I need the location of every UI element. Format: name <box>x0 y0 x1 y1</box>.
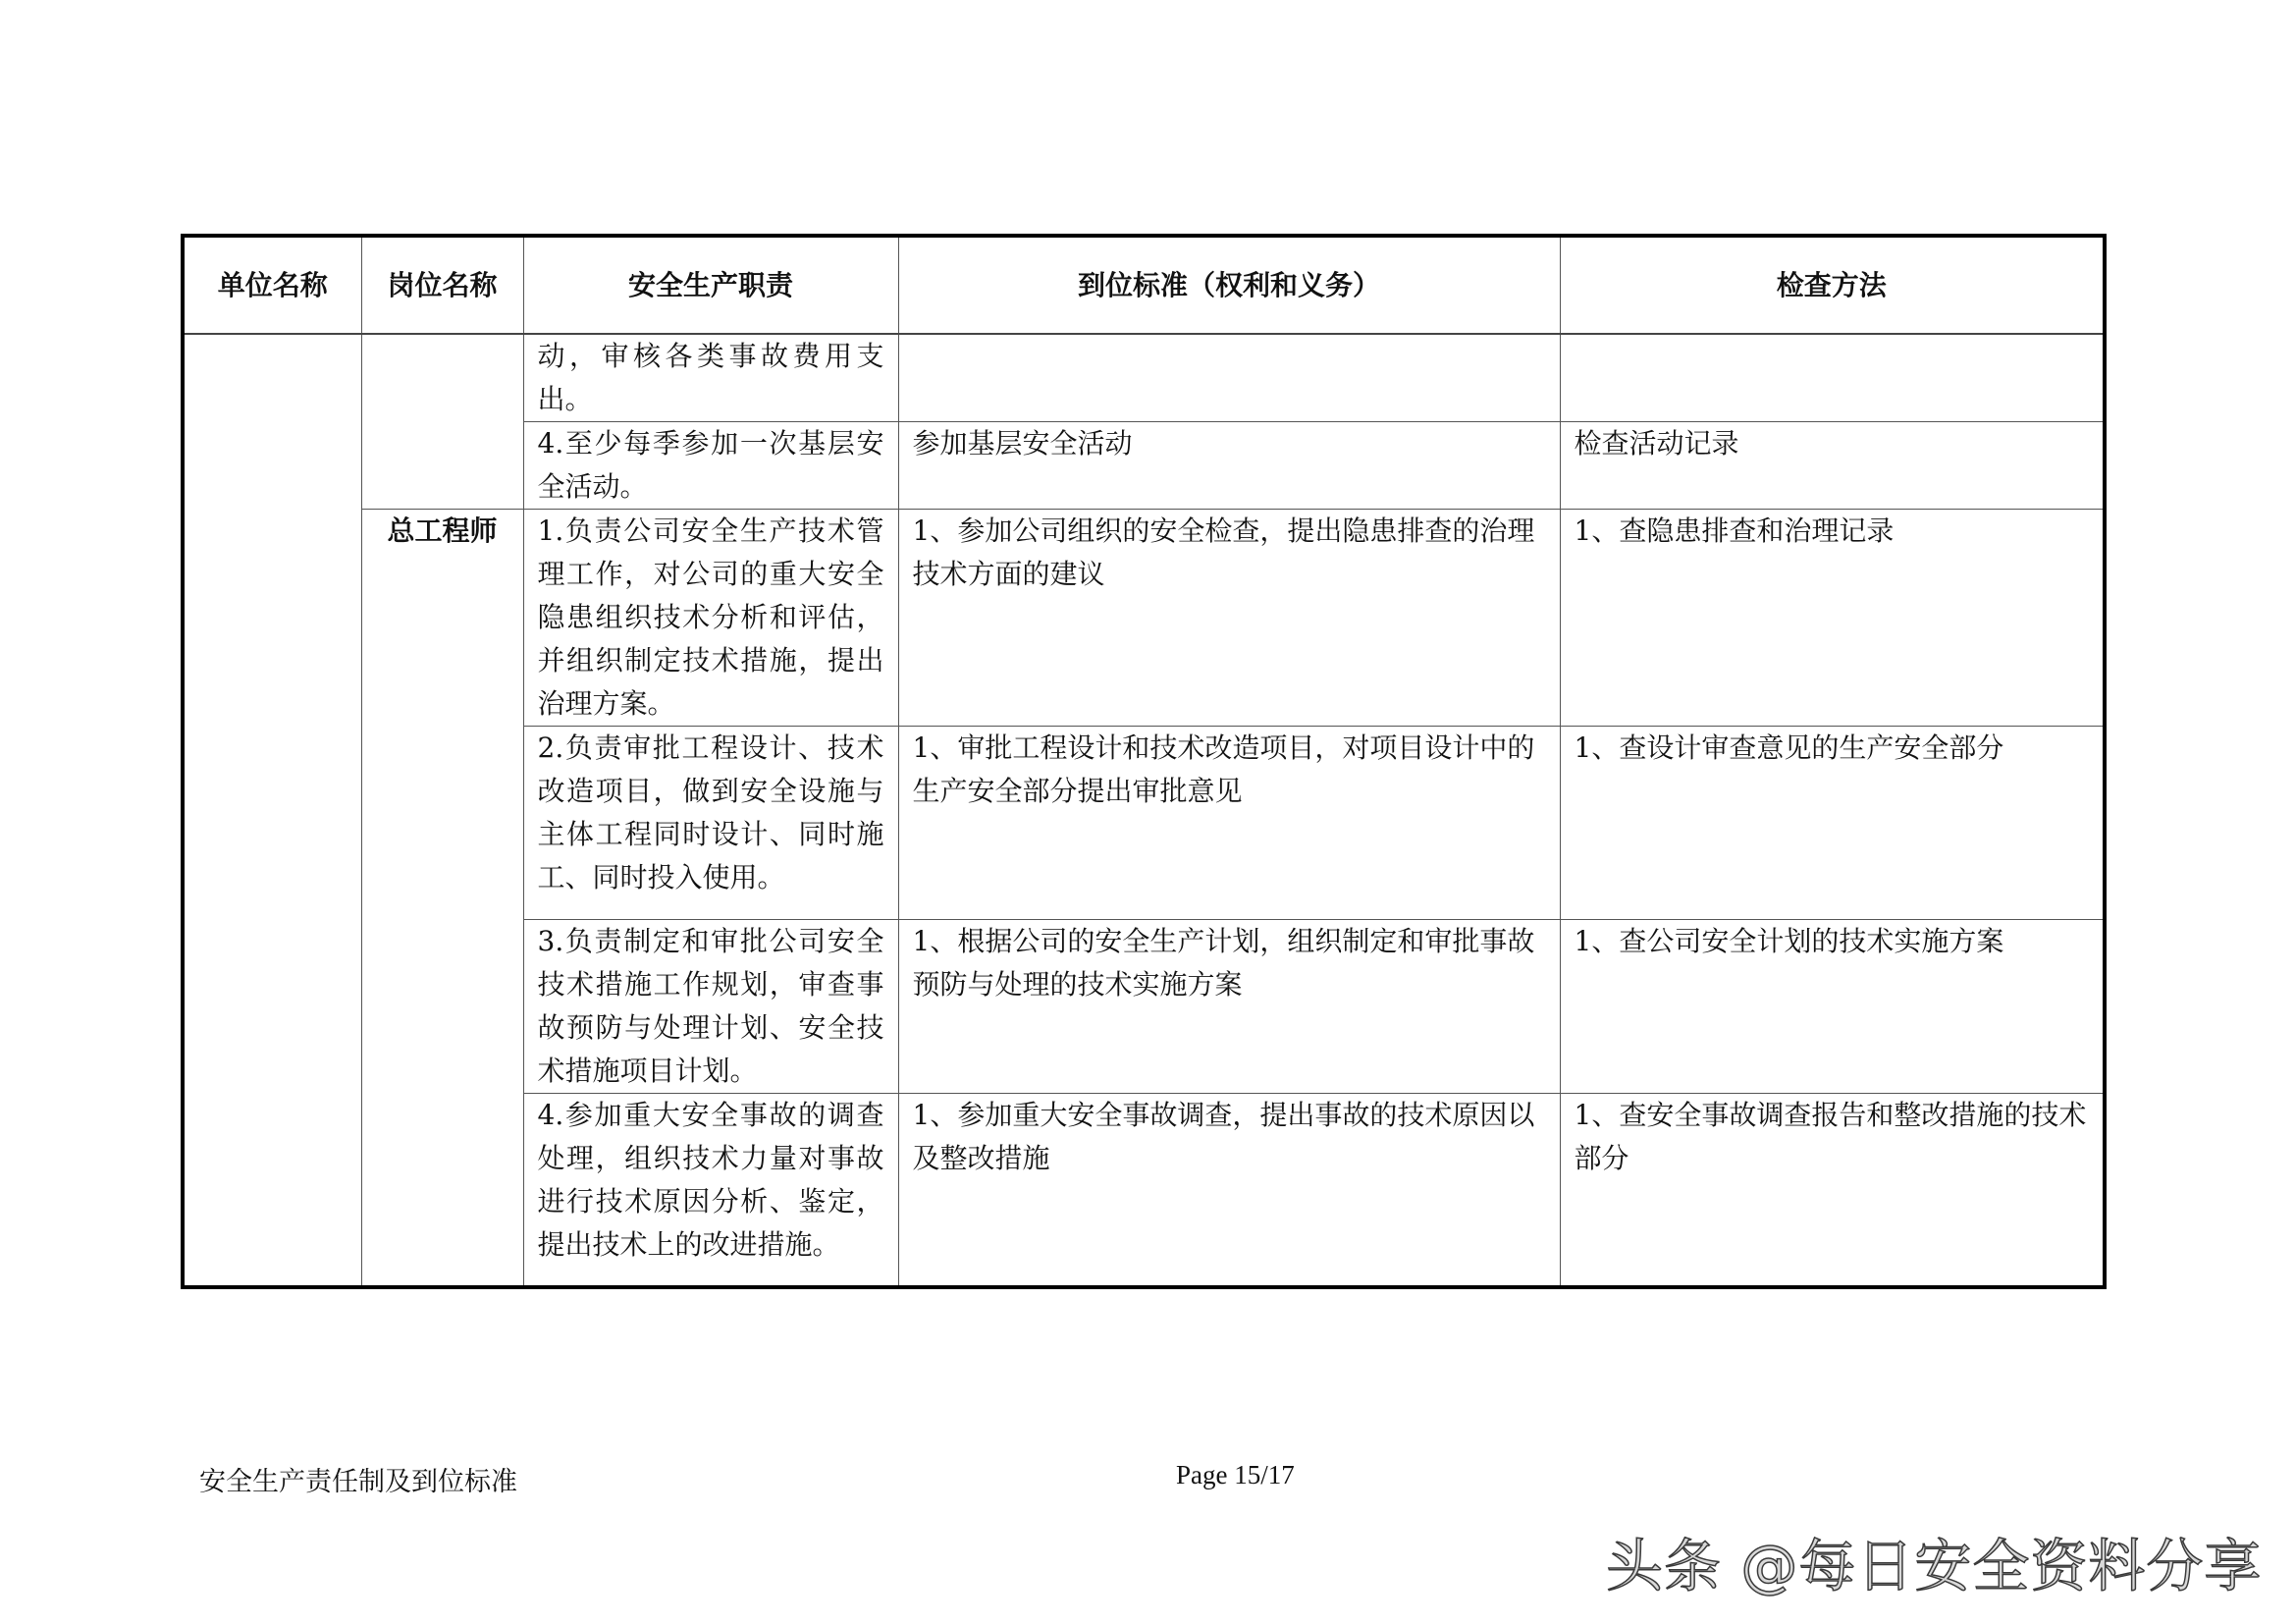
post-cell-chief-engineer: 总工程师 <box>361 510 523 1287</box>
header-standard: 到位标准（权利和义务） <box>898 236 1560 334</box>
duty-cell: 4.参加重大安全事故的调查处理，组织技术力量对事故进行技术原因分析、鉴定，提出技术上的改进措施。 <box>523 1094 898 1287</box>
check-cell: 1、查公司安全计划的技术实施方案 <box>1560 920 2105 1094</box>
table-row <box>183 510 2105 727</box>
duty-cell: 4.至少每季参加一次基层安全活动。 <box>523 422 898 510</box>
header-safety-duty: 安全生产职责 <box>523 236 898 334</box>
standard-cell: 参加基层安全活动 <box>898 422 1560 510</box>
footer-document-title: 安全生产责任制及到位标准 <box>199 1467 517 1497</box>
standard-cell: 1、参加公司组织的安全检查，提出隐患排查的治理技术方面的建议 <box>898 510 1560 727</box>
check-cell: 1、查隐患排查和治理记录 <box>1560 510 2105 727</box>
check-cell: 1、查设计审查意见的生产安全部分 <box>1560 727 2105 920</box>
watermark-logo: 头条 @每日安全资料分享 <box>1606 1533 2263 1599</box>
standard-cell: 1、根据公司的安全生产计划，组织制定和审批事故预防与处理的技术实施方案 <box>898 920 1560 1094</box>
duty-cell: 动，审核各类事故费用支出。 <box>523 334 898 422</box>
duty-cell: 2.负责审批工程设计、技术改造项目，做到安全设施与主体工程同时设计、同时施工、同时投入使用。 <box>523 727 898 920</box>
header-post-name: 岗位名称 <box>361 236 523 334</box>
table-row <box>183 334 2105 422</box>
standard-cell <box>898 334 1560 422</box>
check-cell: 检查活动记录 <box>1560 422 2105 510</box>
duty-cell: 1.负责公司安全生产技术管理工作，对公司的重大安全隐患组织技术分析和评估，并组织制定技术措施，提出治理方案。 <box>523 510 898 727</box>
standard-cell: 1、审批工程设计和技术改造项目，对项目设计中的生产安全部分提出审批意见 <box>898 727 1560 920</box>
unit-cell <box>183 334 361 1287</box>
responsibility-table <box>181 234 2107 1289</box>
header-check-method: 检查方法 <box>1560 236 2105 334</box>
header-unit-name: 单位名称 <box>183 236 361 334</box>
duty-cell: 3.负责制定和审批公司安全技术措施工作规划，审查事故预防与处理计划、安全技术措施项目计划。 <box>523 920 898 1094</box>
check-cell: 1、查安全事故调查报告和整改措施的技术部分 <box>1560 1094 2105 1287</box>
standard-cell: 1、参加重大安全事故调查，提出事故的技术原因以及整改措施 <box>898 1094 1560 1287</box>
post-cell-previous <box>361 334 523 510</box>
footer-page-number: Page 15/17 <box>1176 1460 1295 1489</box>
check-cell <box>1560 334 2105 422</box>
table-header-row <box>183 236 2105 334</box>
